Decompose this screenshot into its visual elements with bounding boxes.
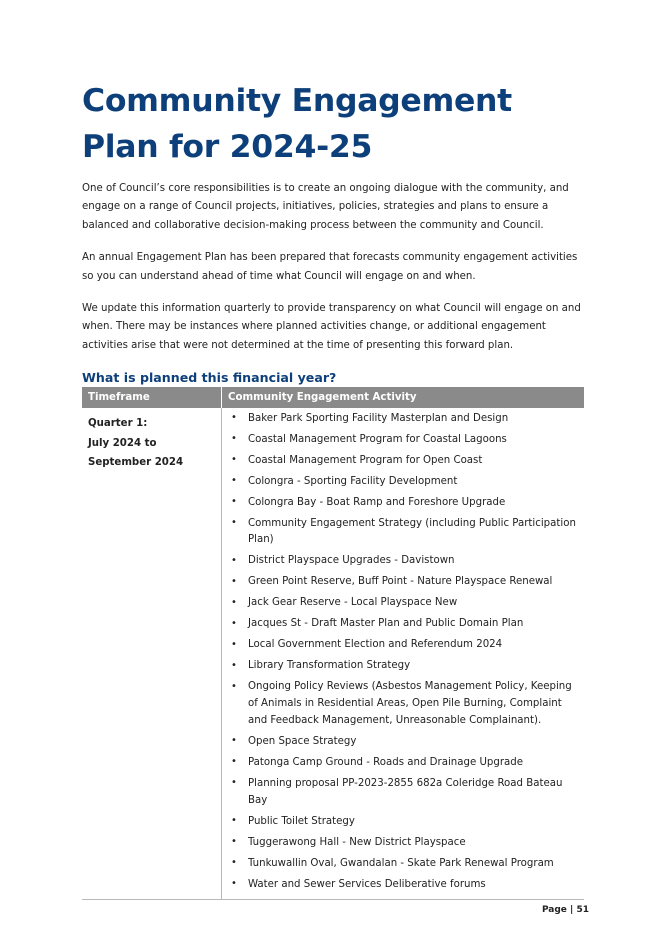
activity-text: Water and Sewer Services Deliberative forums [248, 878, 486, 890]
list-item [226, 431, 580, 448]
list-item [226, 834, 580, 851]
list-item [226, 876, 580, 893]
bullet-icon: • [231, 815, 237, 827]
list-item [226, 813, 580, 830]
list-item [226, 494, 580, 511]
page-title: Community Engagement Plan for 2024-25 [82, 83, 512, 165]
activity-text: Community Engagement Strategy (including Public Participation Plan) [248, 517, 576, 546]
engagement-plan-paragraph: An annual Engagement Plan has been prepared that forecasts community engagement activities so you can understand ahead of time what Council will engage on and when. [82, 252, 578, 282]
bullet-icon: • [231, 777, 237, 789]
bullet-icon: • [231, 857, 237, 869]
list-item [226, 574, 580, 591]
bullet-icon: • [231, 433, 237, 445]
column-header-activity: Community Engagement Activity [222, 387, 585, 408]
activity-text: Jacques St - Draft Master Plan and Public Domain Plan [248, 618, 524, 630]
table-row [82, 408, 584, 899]
page-number: Page | 51 [541, 905, 589, 915]
list-item [226, 637, 580, 654]
activity-text: Green Point Reserve, Buff Point - Nature Playspace Renewal [248, 576, 553, 588]
bullet-icon: • [231, 496, 237, 508]
list-item [226, 855, 580, 872]
list-item [226, 616, 580, 633]
bullet-icon: • [231, 680, 237, 692]
activity-text: Library Transformation Strategy [248, 660, 411, 672]
bullet-icon: • [231, 596, 237, 608]
activity-text: District Playspace Upgrades - Davistown [248, 555, 455, 567]
list-item [226, 679, 580, 730]
activity-text: Public Toilet Strategy [248, 815, 355, 827]
bullet-icon: • [231, 475, 237, 487]
list-item [226, 595, 580, 612]
bullet-icon: • [231, 878, 237, 890]
bullet-icon: • [231, 659, 237, 671]
activity-text: Local Government Election and Referendum 2024 [248, 639, 503, 651]
section-heading: What is planned this financial year? [82, 370, 337, 386]
list-item [226, 553, 580, 570]
list-item [226, 473, 580, 490]
list-item [226, 452, 580, 469]
bullet-icon: • [231, 638, 237, 650]
bullet-icon: • [231, 735, 237, 747]
bullet-icon: • [231, 575, 237, 587]
activity-text: Jack Gear Reserve - Local Playspace New [248, 597, 458, 609]
activities-cell [222, 408, 585, 899]
activity-text: Tunkuwallin Oval, Gwandalan - Skate Park Renewal Program [248, 857, 554, 869]
activity-text: Patonga Camp Ground - Roads and Drainage Upgrade [248, 756, 524, 768]
activity-list [226, 410, 580, 893]
activity-text: Planning proposal PP-2023-2855 682a Coleridge Road Bateau Bay [248, 777, 563, 806]
bullet-icon: • [231, 756, 237, 768]
activity-text: Coastal Management Program for Coastal Lagoons [248, 433, 507, 445]
bullet-icon: • [231, 836, 237, 848]
activity-text: Open Space Strategy [248, 735, 357, 747]
bullet-icon: • [231, 454, 237, 466]
activity-text: Tuggerawong Hall - New District Playspace [248, 836, 466, 848]
engagement-table [82, 387, 584, 900]
list-item [226, 775, 580, 809]
list-item [226, 754, 580, 771]
list-item [226, 410, 580, 427]
column-header-timeframe: Timeframe [82, 387, 222, 408]
document-page [82, 78, 584, 900]
list-item [226, 515, 580, 549]
activity-text: Baker Park Sporting Facility Masterplan and Design [248, 412, 509, 424]
timeframe-label: Quarter 1: [88, 418, 148, 430]
activity-text: Colongra Bay - Boat Ramp and Foreshore Upgrade [248, 496, 506, 508]
timeframe-cell [82, 408, 222, 899]
intro-paragraph: One of Council’s core responsibilities is to create an ongoing dialogue with the community, and engage on a range of Council projects, initiatives, policies, strategies and plans to ensure a balanced and collaborative decision-making process between the community and Council. [82, 183, 569, 231]
timeframe-range: July 2024 to September 2024 [88, 437, 184, 469]
bullet-icon: • [231, 517, 237, 529]
activity-text: Coastal Management Program for Open Coast [248, 454, 483, 466]
list-item [226, 658, 580, 675]
quarterly-update-paragraph: We update this information quarterly to provide transparency on what Council will engage on and when. There may be instances where planned activities change, or additional engagement activities arise that were not determined at the time of presenting this forward plan. [82, 303, 581, 351]
bullet-icon: • [231, 554, 237, 566]
bullet-icon: • [231, 412, 237, 424]
activity-text: Colongra - Sporting Facility Development [248, 475, 458, 487]
list-item [226, 733, 580, 750]
bullet-icon: • [231, 617, 237, 629]
table-header-row [82, 387, 584, 408]
activity-text: Ongoing Policy Reviews (Asbestos Management Policy, Keeping of Animals in Residential Areas, Open Pile Burning, Complaint and Feedback Management, Unreasonable Complainant). [248, 681, 572, 726]
